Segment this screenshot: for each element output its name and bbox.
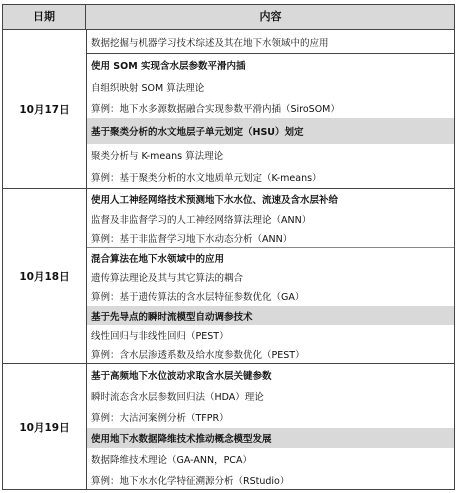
topic-title-row: 使用地下水数据降维技术推动概念模型发展 (87, 428, 454, 448)
table-header (3, 5, 454, 30)
schedule-table (2, 4, 455, 490)
theory-row: 监督及非监督学习的人工神经网络算法理论（ANN） (91, 215, 312, 226)
theory-row: 线性回归与非线性回归（PEST） (91, 330, 229, 342)
topic-title-row: 基于聚类分析的水文地层子单元划定（HSU）划定 (87, 118, 454, 144)
example-row: 算例：地下水水化学特征溯源分析（RStudio） (91, 475, 290, 487)
example-row: 算例：基于聚类分析的水文地质单元划定（K-means） (87, 166, 454, 189)
content-column-header: 内容 (259, 10, 282, 23)
theory-row: 自组织映射 SOM 算法理论 (91, 82, 205, 94)
theory-row: 数据降维技术理论（GA-ANN，PCA） (91, 454, 252, 466)
date-column-header: 日期 (3, 5, 86, 29)
topic-row: 数据挖掘与机器学习技术综述及其在地下水领域中的应用 (87, 30, 454, 54)
theory-row: 瞬时流态含水层参数回归法（HDA）理论 (91, 391, 264, 403)
topic-title-row: 基于高频地下水位波动求取含水层关键参数 (91, 370, 272, 382)
topic-title-row: 使用人工神经网络技术预测地下水水位、流速及含水层补给 (91, 195, 339, 206)
theory-row: 遗传算法理论及其与其它算法的耦合 (91, 272, 244, 284)
date-cell-day2: 10月18日 (3, 189, 87, 364)
theory-row: 聚类分析与 K-means 算法理论 (91, 151, 224, 162)
date-cell-day1: 10月17日 (3, 30, 87, 189)
example-row: 算例：地下水多源数据融合实现参数平滑内插（SiroSOM） (91, 103, 340, 115)
topic-title-row: 混合算法在地下水领域中的应用 (91, 253, 225, 265)
topic-title-row: 使用 SOM 实现含水层参数平滑内插 (91, 61, 246, 72)
example-row: 算例：基于非监督学习地下水动态分析（ANN） (87, 229, 454, 248)
example-row: 算例：大沽河案例分析（TFPR） (91, 413, 229, 424)
example-row: 算例：基于遗传算法的含水层特征参数优化（GA） (91, 292, 305, 303)
example-row: 算例：含水层渗透系数及给水度参数优化（PEST） (87, 344, 454, 364)
date-cell-day3: 10月19日 (3, 364, 87, 490)
topic-title-row: 基于先导点的瞬时流模型自动调参技术 (87, 306, 454, 325)
